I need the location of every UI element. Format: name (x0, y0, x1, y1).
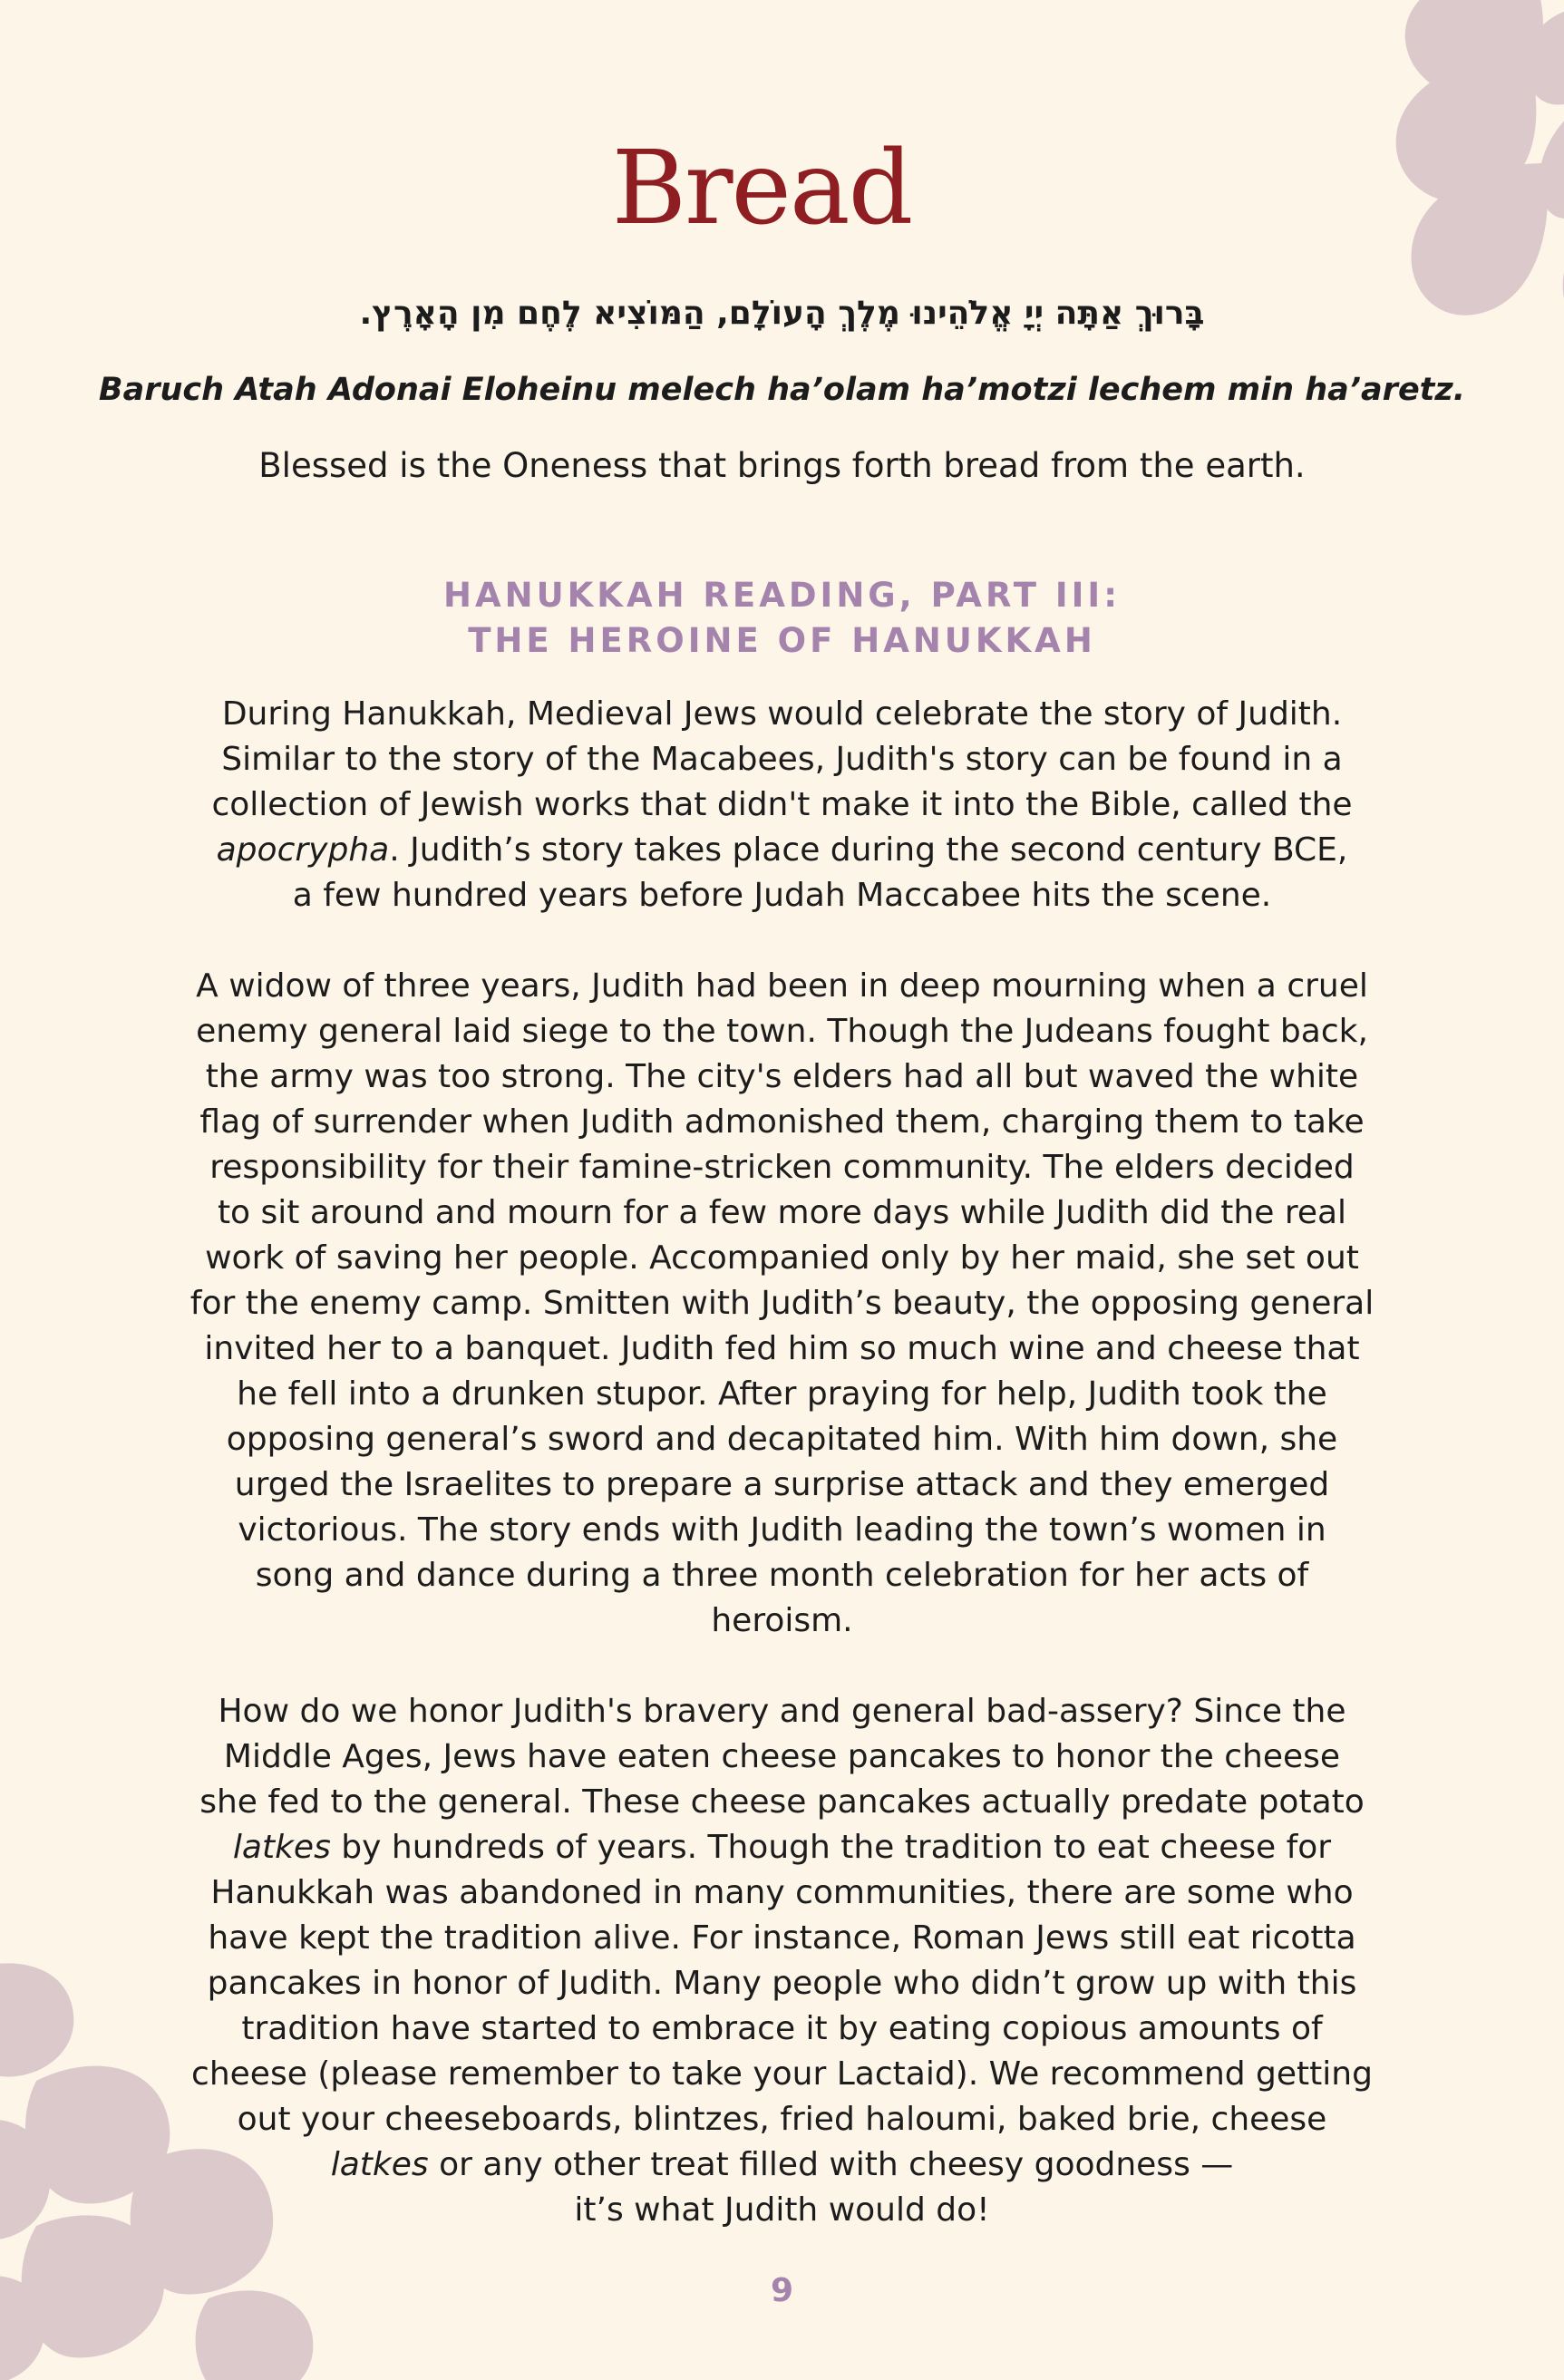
text-line: Middle Ages, Jews have eaten cheese pancakes to honor the cheese (223, 1738, 1341, 1775)
text-line: the army was too strong. The city's elders had all but waved the white (205, 1058, 1359, 1095)
text-line (154, 1825, 1410, 1870)
text-line: collection of Jewish works that didn't make it into the Bible, called the (211, 786, 1353, 823)
reading-body (154, 692, 1410, 2233)
text-line: During Hanukkah, Medieval Jews would celebrate the story of Judith. (221, 695, 1343, 733)
text-line (154, 2142, 1410, 2188)
paragraph (154, 692, 1410, 918)
italic-term: apocrypha (216, 831, 390, 869)
text-line: have kept the tradition alive. For instance, Roman Jews still eat ricotta (208, 1919, 1356, 1957)
text-line: heroism. (711, 1602, 853, 1639)
line-continuation: or any other treat filled with cheesy goodness — (428, 2146, 1234, 2183)
text-line: Hanukkah was abandoned in many communities, there are some who (210, 1874, 1354, 1911)
italic-term: latkes (330, 2146, 429, 2183)
blessing-transliteration: Baruch Atah Adonai Eloheinu melech ha’olam ha’motzi lechem min ha’aretz. (98, 372, 1466, 408)
text-line: he fell into a drunken stupor. After praying for help, Judith took the (237, 1375, 1327, 1413)
paragraph (154, 964, 1410, 1644)
text-line: Similar to the story of the Macabees, Judith's story can be found in a (221, 741, 1343, 778)
italic-term: latkes (232, 1829, 331, 1866)
text-line: flag of surrender when Judith admonished them, charging them to take (199, 1103, 1365, 1141)
text-line: it’s what Judith would do! (574, 2191, 990, 2229)
blessing-translation: Blessed is the Oneness that brings forth bread from the earth. (258, 446, 1306, 485)
text-line: A widow of three years, Judith had been in deep mourning when a cruel (196, 967, 1368, 1005)
section-heading-line-2: THE HEROINE OF HANUKKAH (468, 621, 1096, 660)
text-line (154, 828, 1410, 873)
text-line: responsibility for their famine-stricken community. The elders decided (209, 1149, 1355, 1186)
text-line: enemy general laid siege to the town. Though the Judeans fought back, (196, 1013, 1368, 1050)
section-heading (0, 573, 1564, 664)
section-heading-line-1: HANUKKAH READING, PART III: (443, 576, 1121, 615)
text-line: urged the Israelites to prepare a surprise attack and they emerged (234, 1466, 1330, 1503)
text-line: a few hundred years before Judah Maccabee hits the scene. (292, 877, 1272, 914)
text-line: victorious. The story ends with Judith leading the town’s women in (238, 1511, 1326, 1549)
text-line: cheese (please remember to take your Lactaid). We recommend getting (191, 2055, 1373, 2093)
text-line: opposing general’s sword and decapitated him. With him down, she (226, 1421, 1338, 1458)
line-continuation: . Judith’s story takes place during the second century BCE, (389, 831, 1348, 869)
text-line: tradition have started to embrace it by eating copious amounts of (241, 2010, 1323, 2047)
text-line: she fed to the general. These cheese pancakes actually predate potato (199, 1783, 1365, 1821)
page-number: 9 (770, 2272, 794, 2309)
text-line: song and dance during a three month celebration for her acts of (255, 1557, 1309, 1594)
page-title: Bread (611, 130, 912, 248)
paragraph (154, 1689, 1410, 2233)
text-line: to sit around and mourn for a few more days while Judith did the real (217, 1194, 1347, 1231)
line-continuation: by hundreds of years. Though the tradition to eat cheese for (330, 1829, 1332, 1866)
hebrew-blessing: בָּרוּךְ אַתָּה יְיָ אֱלֹהֵינוּ מֶלֶךְ הָעוֹלָם, הַמּוֹצִיא לֶחֶם מִן הָאָרֶץ. (359, 295, 1205, 332)
text-line: pancakes in honor of Judith. Many people who didn’t grow up with this (207, 1965, 1357, 2002)
text-line: for the enemy camp. Smitten with Judith’s beauty, the opposing general (189, 1285, 1375, 1322)
text-line: How do we honor Judith's bravery and general bad-assery? Since the (218, 1693, 1346, 1730)
text-line: out your cheeseboards, blintzes, fried haloumi, baked brie, cheese (237, 2101, 1327, 2138)
text-line: work of saving her people. Accompanied only by her maid, she set out (205, 1239, 1359, 1277)
text-line: invited her to a banquet. Judith fed him so much wine and cheese that (204, 1330, 1360, 1367)
